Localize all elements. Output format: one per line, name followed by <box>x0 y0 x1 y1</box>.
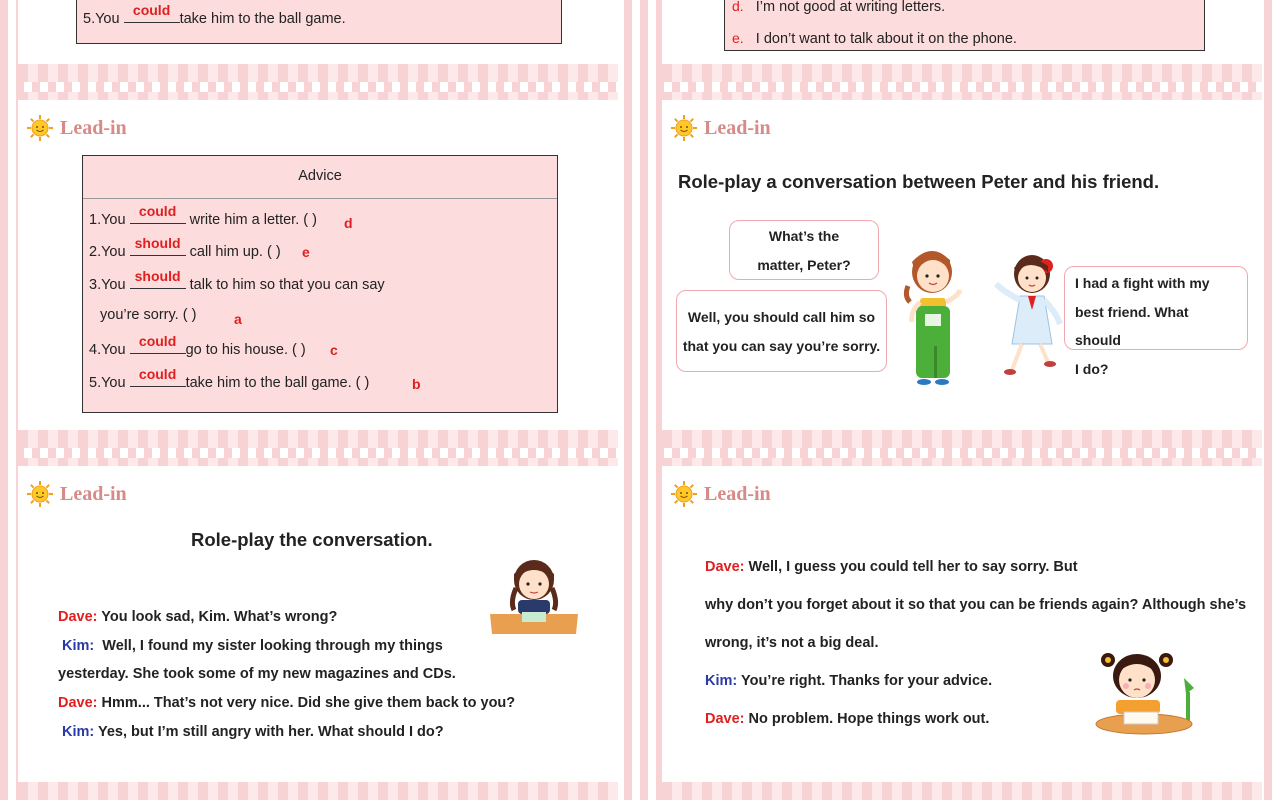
section-title: Lead-in <box>60 116 127 139</box>
sun-icon <box>670 114 698 142</box>
reason-item-e: e. I don’t want to talk about it on the phone. <box>732 30 1017 47</box>
match-letter-5: b <box>412 376 421 392</box>
girl-writing-illustration <box>1090 648 1200 738</box>
section-header <box>26 480 127 508</box>
sun-icon <box>26 114 54 142</box>
advice-row-3-cont: you’re sorry. ( ) <box>100 307 197 323</box>
advice-row-1: 1.You could write him a letter. ( ) <box>89 203 317 228</box>
sun-icon <box>26 480 54 508</box>
slide-top-left <box>18 0 618 82</box>
section-header <box>26 114 127 142</box>
section-title: Lead-in <box>704 482 771 505</box>
reason-item-d: d. I’m not good at writing letters. <box>732 0 946 15</box>
section-header <box>670 114 771 142</box>
advice-row-2: 2.You should call him up. ( ) <box>89 235 281 260</box>
dialogue-line-2: why don’t you forget about it so that you can be friends again? Although she’s <box>705 597 1247 613</box>
dialogue-line-4: Dave: Hmm... That’s not very nice. Did she give them back to you? <box>58 695 516 711</box>
slide-roleplay-conversation <box>18 458 618 800</box>
match-letter-1: d <box>344 215 353 231</box>
match-letter-3: a <box>234 311 242 327</box>
girl-illustration <box>990 252 1070 382</box>
speech-bubble-problem: I had a fight with my best friend. What should I do? <box>1064 266 1248 350</box>
sun-icon <box>670 480 698 508</box>
speech-bubble-advice: Well, you should call him so that you can say you’re sorry. <box>676 290 887 372</box>
dialogue-line-3: yesterday. She took some of my new magazines and CDs. <box>58 666 456 682</box>
advice-row-4: 4.You could go to his house. ( ) <box>89 333 306 358</box>
speech-bubble-question: What’s the matter, Peter? <box>729 220 879 280</box>
answer-could: could <box>132 2 171 18</box>
section-title: Lead-in <box>704 116 771 139</box>
dialogue-line-3: wrong, it’s not a big deal. <box>705 635 879 651</box>
dialogue-line-1: Dave: You look sad, Kim. What’s wrong? <box>58 609 338 625</box>
conversation-heading: Role-play the conversation. <box>191 529 433 550</box>
dialogue-line-2: Kim: Well, I found my sister looking through my things <box>62 638 443 654</box>
section-header <box>670 480 771 508</box>
dialogue-line-1: Dave: Well, I guess you could tell her to say sorry. But <box>705 559 1078 575</box>
slide-conversation-continued <box>662 458 1262 800</box>
advice-row-3: 3.You should talk to him so that you can say <box>89 268 385 293</box>
match-letter-4: c <box>330 342 338 358</box>
section-title: Lead-in <box>60 482 127 505</box>
girl-at-desk-illustration <box>488 558 580 638</box>
slide-roleplay-peter <box>662 92 1262 448</box>
dialogue-line-5: Kim: Yes, but I’m still angry with her. What should I do? <box>62 724 444 740</box>
dialogue-line-5: Dave: No problem. Hope things work out. <box>705 711 990 727</box>
match-letter-2: e <box>302 244 310 260</box>
boy-illustration <box>900 246 970 386</box>
slide-top-right <box>662 0 1262 82</box>
advice-line-5: 5.You could take him to the ball game. <box>83 2 346 27</box>
roleplay-heading: Role-play a conversation between Peter and his friend. <box>678 171 1160 192</box>
advice-row-5: 5.You could take him to the ball game. ( ) <box>89 366 370 391</box>
dialogue-line-4: Kim: You’re right. Thanks for your advice. <box>705 673 993 689</box>
slide-advice <box>18 92 618 448</box>
advice-table-header: Advice <box>83 156 557 199</box>
